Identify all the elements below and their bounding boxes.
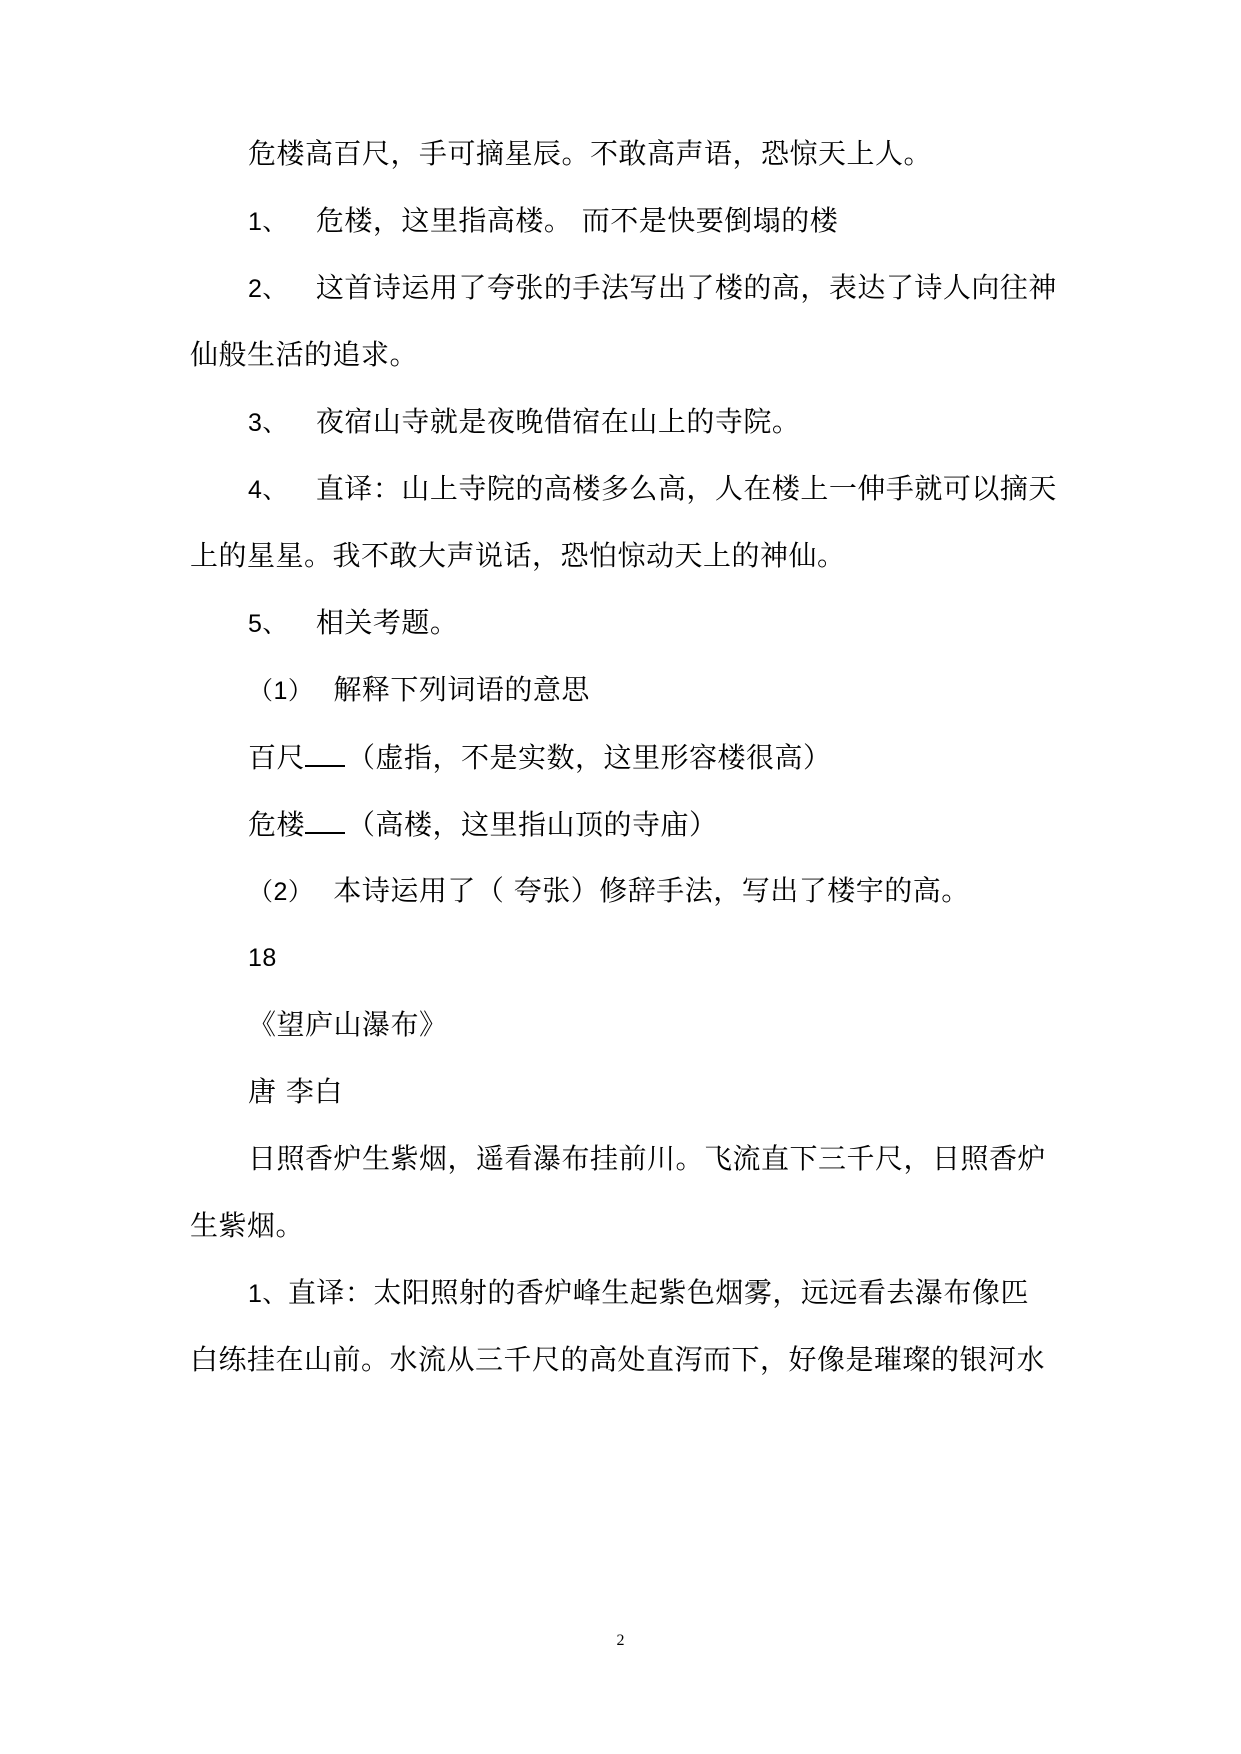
- line-text: 直译：太阳照射的香炉峰生起紫色烟雾，远远看去瀑布像匹: [287, 1276, 1029, 1309]
- list-number: 3、: [248, 409, 288, 437]
- line-text: （高楼，这里指山顶的寺庙）: [347, 808, 718, 841]
- line-text: 日照香炉生紫烟，遥看瀑布挂前川。飞流直下三千尺，日照香炉: [248, 1142, 1047, 1175]
- note-4-continued: [190, 536, 846, 576]
- line-text: 白练挂在山前。水流从三千尺的高处直泻而下，好像是璀璨的银河水: [190, 1343, 1046, 1376]
- question-1: [248, 670, 590, 711]
- poem-text: [248, 1139, 1046, 1179]
- line-text: 仙般生活的追求。: [190, 338, 419, 371]
- translation-1-continued: [190, 1340, 1045, 1380]
- line-text: 上的星星。我不敢大声说话，恐怕惊动天上的神仙。: [190, 539, 846, 572]
- translation-1: [248, 1273, 1029, 1314]
- fill-blank: [305, 737, 345, 767]
- note-2-continued: [190, 335, 418, 375]
- note-1: [248, 201, 838, 242]
- line-text: 本诗运用了（ 夸张）修辞手法，写出了楼宇的高。: [333, 874, 970, 907]
- answer-baichi: [248, 737, 832, 778]
- term: 百尺: [248, 741, 306, 774]
- question-number: （2）: [248, 878, 314, 906]
- line-text: 危楼高百尺，手可摘星辰。不敢高声语，恐惊天上人。: [248, 137, 933, 170]
- line-text: 解释下列词语的意思: [333, 673, 590, 706]
- note-3: [248, 402, 800, 443]
- line-text: （虚指，不是实数，这里形容楼很高）: [347, 741, 832, 774]
- list-number: 4、: [248, 476, 288, 504]
- note-4: [248, 469, 1057, 510]
- line-text: 18: [248, 944, 277, 972]
- question-number: （1）: [248, 677, 314, 705]
- poem-line-1: [248, 134, 932, 174]
- line-text: 相关考题。: [315, 606, 459, 639]
- poem-text-continued: [190, 1206, 304, 1246]
- term: 危楼: [248, 808, 306, 841]
- poem-author: [248, 1072, 343, 1112]
- poem-title: [248, 1005, 448, 1045]
- page-number: 2: [616, 1632, 625, 1649]
- list-number: 1、: [248, 208, 288, 236]
- line-text: 夜宿山寺就是夜晚借宿在山上的寺院。: [315, 405, 801, 438]
- line-text: 直译：山上寺院的高楼多么高，人在楼上一伸手就可以摘天: [315, 472, 1057, 505]
- line-text: 生紫烟。: [190, 1209, 305, 1242]
- fill-blank: [305, 804, 345, 834]
- section-number: [248, 938, 277, 978]
- answer-weilou: [248, 804, 718, 845]
- list-number: 2、: [248, 275, 288, 303]
- line-text: 唐 李白: [248, 1075, 343, 1108]
- note-5: [248, 603, 458, 644]
- line-text: 《望庐山瀑布》: [248, 1008, 448, 1041]
- list-number: 1、: [248, 1280, 288, 1308]
- note-2: [248, 268, 1057, 309]
- line-text: 危楼，这里指高楼。 而不是快要倒塌的楼: [315, 204, 839, 237]
- list-number: 5、: [248, 610, 288, 638]
- line-text: 这首诗运用了夸张的手法写出了楼的高，表达了诗人向往神: [315, 271, 1057, 304]
- question-2: [248, 871, 970, 912]
